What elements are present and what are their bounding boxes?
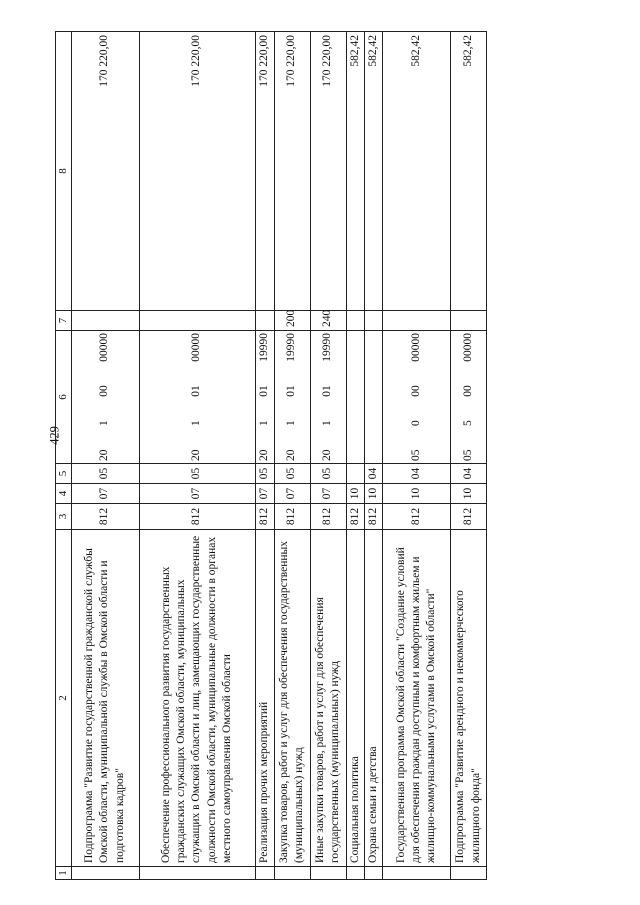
table-row (451, 32, 487, 880)
row-number-cell (274, 867, 310, 880)
expense-type-cell (139, 311, 255, 331)
target-article-cell (364, 331, 382, 464)
target-article-part: 1 (257, 420, 270, 426)
target-article-part: 05 (410, 449, 423, 461)
section-code-cell: 07 (310, 484, 346, 504)
target-article-cell (310, 331, 346, 464)
column-header: 1 (56, 867, 72, 880)
admin-code-cell: 812 (274, 504, 310, 530)
subsection-code-cell: 05 (310, 464, 346, 484)
target-article-part: 20 (190, 449, 203, 461)
target-article-part: 20 (98, 449, 111, 461)
table-row (139, 32, 255, 880)
row-number-cell (346, 867, 364, 880)
expense-type-cell: 240 (310, 311, 346, 331)
target-article-part: 19990 (321, 333, 334, 362)
admin-code-cell: 812 (451, 504, 487, 530)
amount-cell: 170 220,00 (274, 32, 310, 311)
admin-code-cell: 812 (310, 504, 346, 530)
admin-code-cell: 812 (364, 504, 382, 530)
section-code-cell: 07 (274, 484, 310, 504)
section-code-cell: 07 (139, 484, 255, 504)
table-row (255, 32, 274, 880)
target-article-parts (257, 333, 272, 461)
section-code-cell: 07 (71, 484, 139, 504)
table-row (383, 32, 451, 880)
subsection-code-cell: 05 (71, 464, 139, 484)
amount-cell: 582,42 (451, 32, 487, 311)
target-article-cell (346, 331, 364, 464)
item-name-cell: Иные закупки товаров, работ и услуг для обеспечения государственных (муниципальных) нужд (310, 530, 346, 867)
budget-table (55, 31, 487, 880)
expense-type-cell (346, 311, 364, 331)
item-name-cell: Закупка товаров, работ и услуг для обеспечения государственных (муниципальных) нужд (274, 530, 310, 867)
row-number-cell (139, 867, 255, 880)
amount-cell: 582,42 (346, 32, 364, 311)
amount-cell: 170 220,00 (139, 32, 255, 311)
column-header: 8 (56, 32, 72, 311)
row-number-cell (71, 867, 139, 880)
amount-cell: 170 220,00 (310, 32, 346, 311)
table-row (310, 32, 346, 880)
amount-cell: 170 220,00 (255, 32, 274, 311)
item-name-cell: Социальная политика (346, 530, 364, 867)
table-body (71, 32, 487, 880)
column-header: 5 (56, 464, 72, 484)
target-article-part: 19990 (257, 333, 270, 362)
target-article-part: 20 (257, 449, 270, 461)
subsection-code-cell (346, 464, 364, 484)
header-row (56, 32, 72, 880)
target-article-part: 00000 (190, 333, 203, 362)
item-name-cell: Государственная программа Омской области "Создание условий для обеспечения граждан доступным и комфортным жильем и жилищно-коммунальными услугами в Омской области" (383, 530, 451, 867)
target-article-part: 00 (410, 385, 423, 397)
target-article-parts (284, 333, 299, 461)
expense-type-cell (255, 311, 274, 331)
column-header: 7 (56, 311, 72, 331)
expense-type-cell: 200 (274, 311, 310, 331)
page-number: 429 (47, 426, 62, 445)
column-header: 6 (56, 331, 72, 464)
row-number-cell (255, 867, 274, 880)
target-article-part: 01 (190, 385, 203, 397)
target-article-cell (451, 331, 487, 464)
item-name-cell: Охрана семьи и детства (364, 530, 382, 867)
target-article-cell (71, 331, 139, 464)
target-article-parts (409, 333, 424, 461)
target-article-part: 0 (410, 420, 423, 426)
expense-type-cell (451, 311, 487, 331)
target-article-part: 05 (462, 449, 475, 461)
item-name-cell: Реализация прочих мероприятий (255, 530, 274, 867)
target-article-parts (461, 333, 476, 461)
subsection-code-cell: 05 (274, 464, 310, 484)
row-number-cell (310, 867, 346, 880)
target-article-cell (383, 331, 451, 464)
target-article-part: 20 (321, 449, 334, 461)
expense-type-cell (383, 311, 451, 331)
row-number-cell (383, 867, 451, 880)
table-row (71, 32, 139, 880)
subsection-code-cell: 05 (255, 464, 274, 484)
target-article-part: 00000 (98, 333, 111, 362)
subsection-code-cell: 04 (451, 464, 487, 484)
section-code-cell: 10 (364, 484, 382, 504)
target-article-part: 1 (285, 420, 298, 426)
target-article-parts (189, 333, 204, 461)
row-number-cell (451, 867, 487, 880)
row-number-cell (364, 867, 382, 880)
target-article-part: 00000 (410, 333, 423, 362)
item-name-cell: Обеспечение профессионального развития государственных гражданских служащих Омской области, муниципальных служащих в Омской области и лиц, замещающих государственные должности Омской области, муниципальные должности в органах местного самоуправления Омской области (139, 530, 255, 867)
expense-type-cell (364, 311, 382, 331)
item-name-cell: Подпрограмма "Развитие государственной гражданской службы Омской области, муниципальной службы в Омской области и подготовка кадров" (71, 530, 139, 867)
rotated-table-container (55, 30, 525, 880)
target-article-cell (255, 331, 274, 464)
table-row (346, 32, 364, 880)
target-article-part: 00000 (462, 333, 475, 362)
section-code-cell: 10 (346, 484, 364, 504)
expense-type-cell (71, 311, 139, 331)
section-code-cell: 07 (255, 484, 274, 504)
amount-cell: 582,42 (383, 32, 451, 311)
target-article-part: 01 (257, 385, 270, 397)
admin-code-cell: 812 (139, 504, 255, 530)
item-name-cell: Подпрограмма "Развитие арендного и некоммерческого жилищного фонда" (451, 530, 487, 867)
admin-code-cell: 812 (346, 504, 364, 530)
admin-code-cell: 812 (255, 504, 274, 530)
target-article-part: 01 (321, 385, 334, 397)
section-code-cell: 10 (451, 484, 487, 504)
admin-code-cell: 812 (71, 504, 139, 530)
target-article-part: 1 (190, 420, 203, 426)
subsection-code-cell: 04 (364, 464, 382, 484)
table-row (364, 32, 382, 880)
amount-cell: 170 220,00 (71, 32, 139, 311)
target-article-part: 20 (285, 449, 298, 461)
subsection-code-cell: 05 (139, 464, 255, 484)
column-header: 3 (56, 504, 72, 530)
table-row (274, 32, 310, 880)
target-article-cell (139, 331, 255, 464)
section-code-cell: 10 (383, 484, 451, 504)
target-article-parts (320, 333, 335, 461)
target-article-cell (274, 331, 310, 464)
target-article-part: 19990 (285, 333, 298, 362)
subsection-code-cell: 04 (383, 464, 451, 484)
target-article-part: 01 (285, 385, 298, 397)
admin-code-cell: 812 (383, 504, 451, 530)
amount-cell: 582,42 (364, 32, 382, 311)
target-article-part: 1 (98, 420, 111, 426)
target-article-part: 1 (321, 420, 334, 426)
column-header: 2 (56, 530, 72, 867)
target-article-part: 00 (98, 385, 111, 397)
target-article-parts (97, 333, 112, 461)
target-article-part: 00 (462, 385, 475, 397)
column-header: 4 (56, 484, 72, 504)
target-article-part: 5 (462, 420, 475, 426)
